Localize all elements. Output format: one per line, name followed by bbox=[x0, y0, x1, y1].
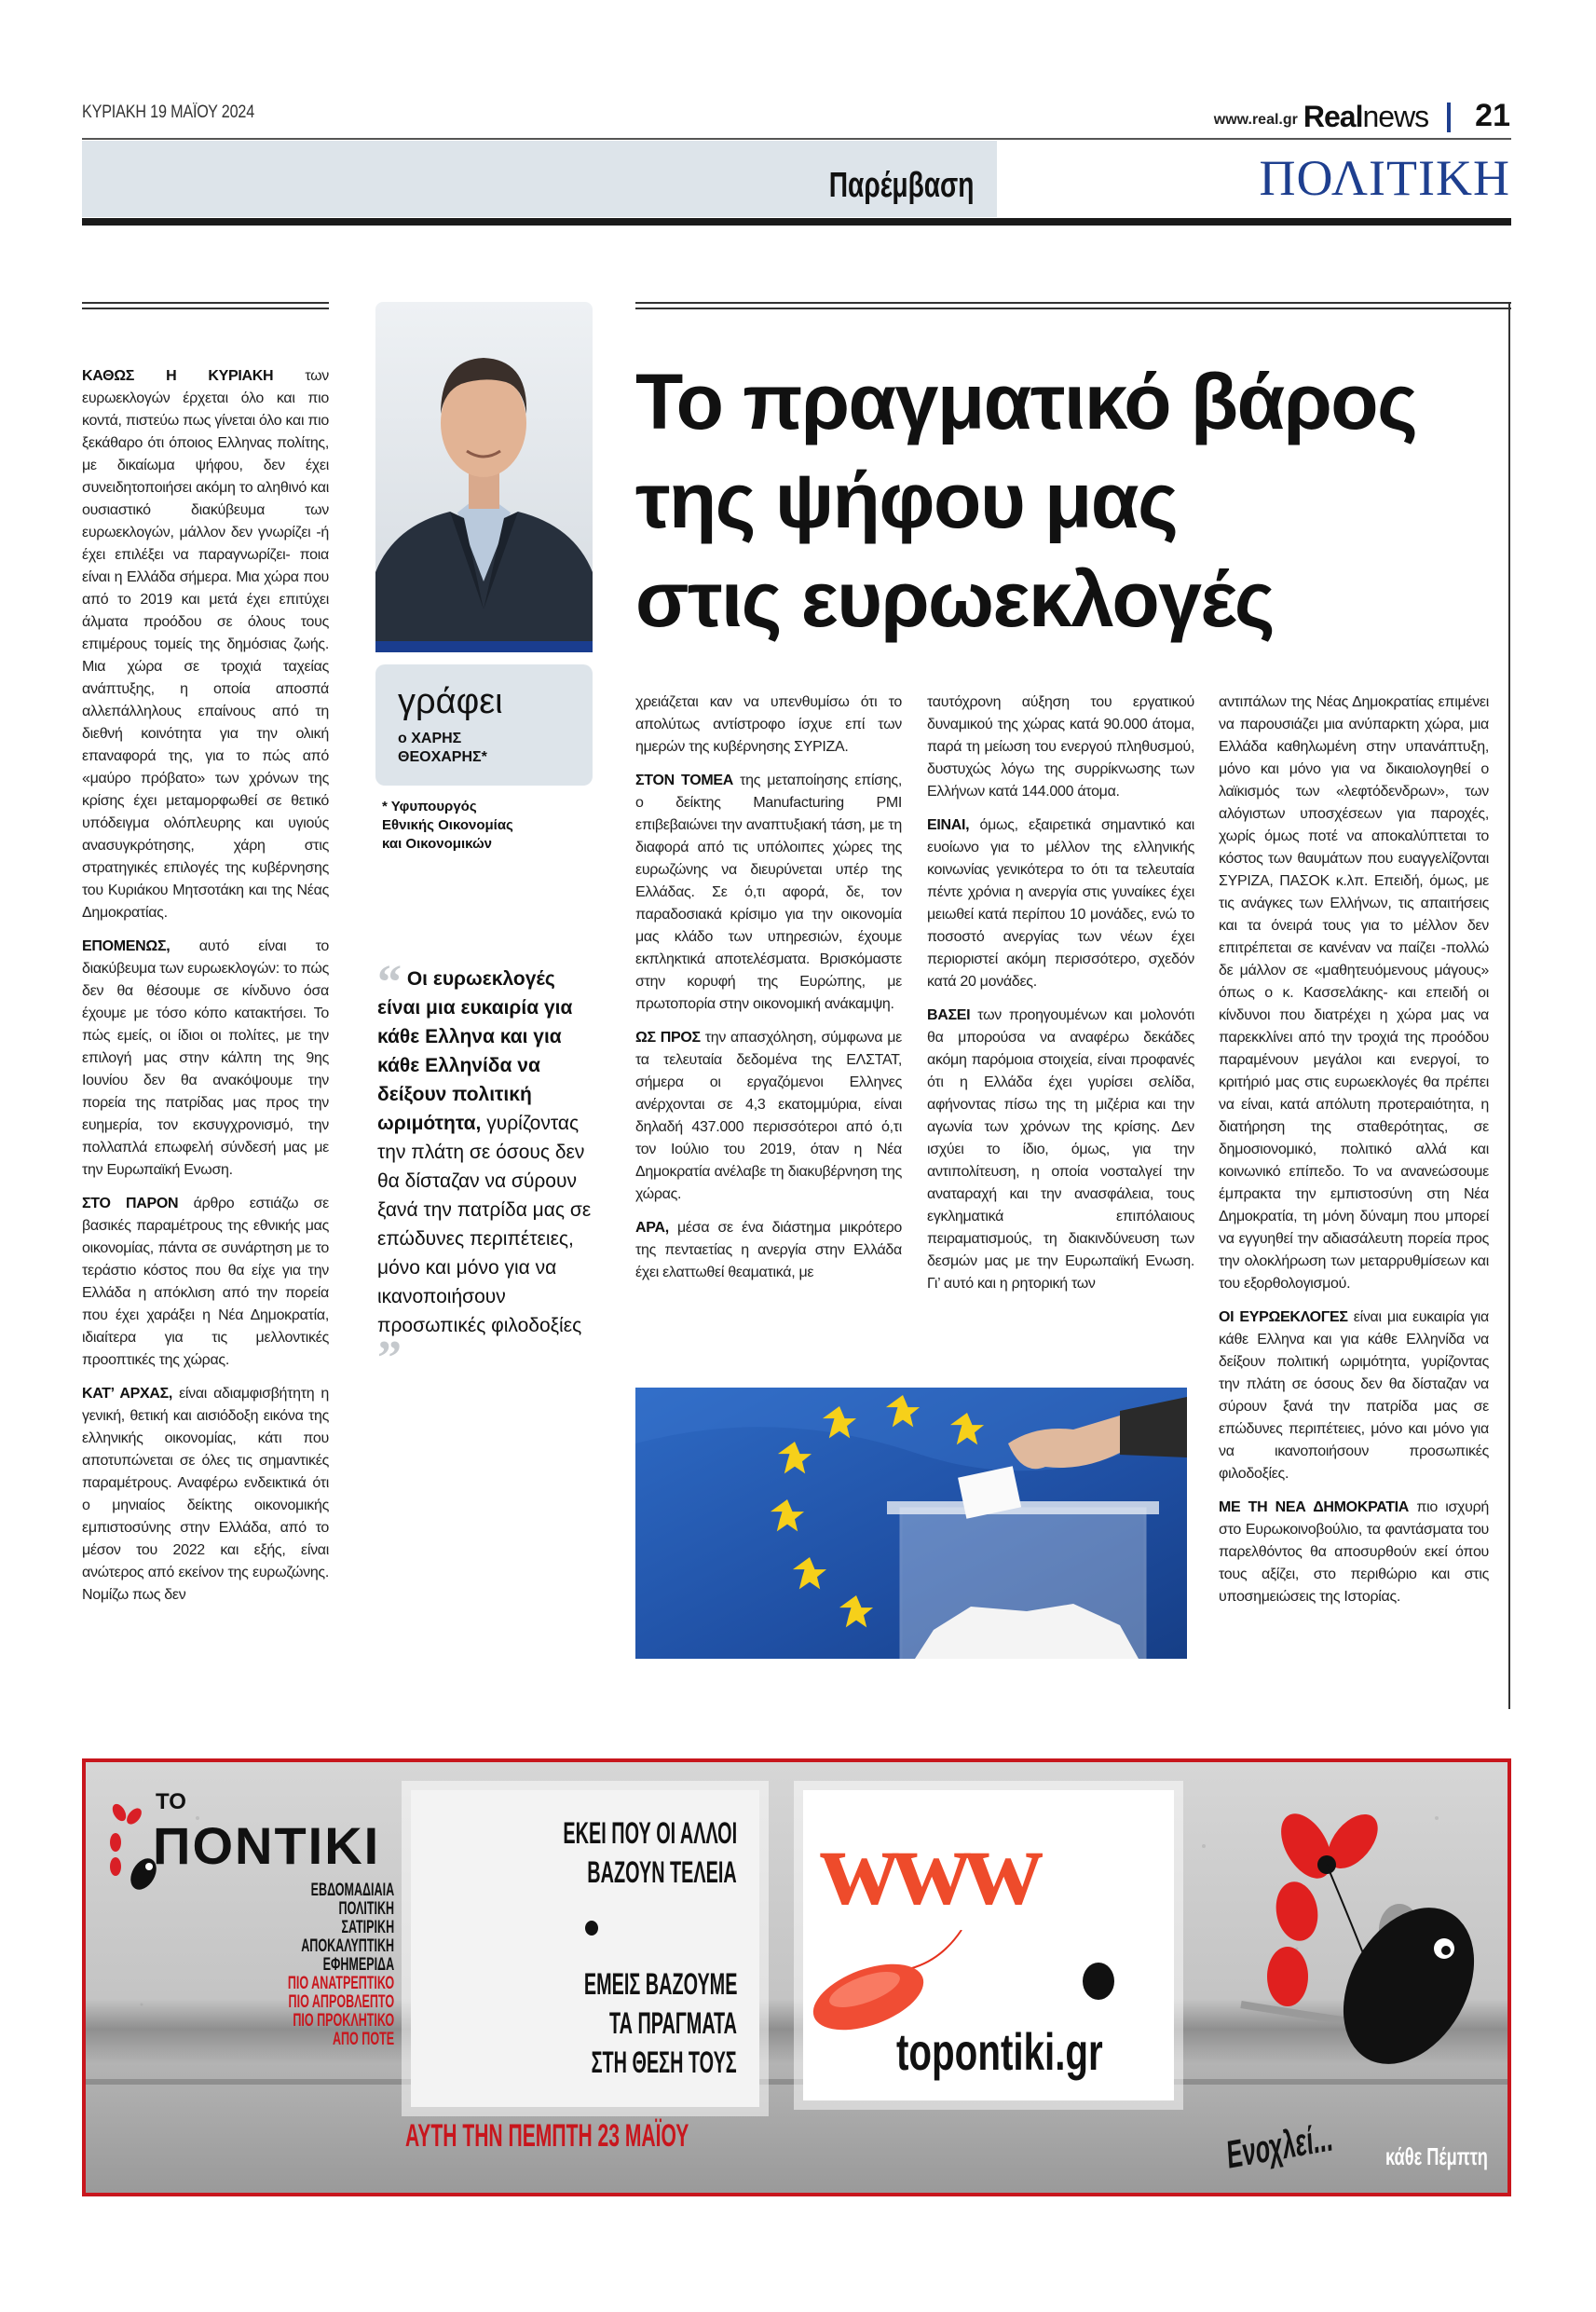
paragraph-body: είναι μια ευκαιρία για κάθε Ελληνα και για κάθε Ελληνίδα να δείξουν πολιτική ωριμότητα, γυρίζοντας την πλάτη σε όσους δεν θα δίσταζαν να σύρουν ξανά την πατρίδα μας σε επώδυνες περιπέτειες, μόνο και μόνο για να ικανοποιήσουν προσωπικές φιλοδοξίες. bbox=[1219, 1309, 1489, 1482]
section-label-text: Παρέμβαση bbox=[828, 166, 974, 205]
header-rule bbox=[82, 138, 1511, 140]
paragraph-lead: ΚΑΘΩΣ Η ΚΥΡΙΑΚΗ bbox=[82, 368, 274, 384]
ad-descriptors bbox=[233, 1881, 394, 2049]
paragraph bbox=[635, 1217, 902, 1284]
author-name-line: ο ΧΑΡΗΣ bbox=[398, 731, 462, 746]
ad-slogan-line: ΣΤΗ ΘΕΣΗ ΤΟΥΣ bbox=[591, 2045, 737, 2079]
paragraph-body: της μεταποίησης επίσης, ο δείκτης Manufacturing PMI επιβεβαιώνει την αναπτυξιακή τάση, με τη διαφορά από τις υπόλοιπες χώρες της ευρωζώνης να διευρύνεται υπέρ της Ελλάδας. Σε ό,τι αφορά, δε, τον παραδοσιακά κρίσιμο για την οικονομία μας κλάδο των υπηρεσιών, έχουμε εκπληκτικά αποτελέσματα. Βρισκόμαστε στην κορυφή της Ευρώπης, με πρωτοπορία στην οικονομική ανάκαμψη. bbox=[635, 773, 902, 1012]
computer-mouse-icon bbox=[812, 1930, 1055, 2032]
ad-tagline: ΠΙΟ ΑΝΑΤΡΕΠΤΙΚΟ bbox=[287, 1974, 394, 1993]
issue-date bbox=[82, 103, 285, 123]
author-footnote bbox=[382, 798, 513, 854]
paragraph-body: αυτό είναι το διακύβευμα των ευρωεκλογών: το πώς δεν θα θέσουμε σε κίνδυνο όσα έχουμε με τόσο κόπο κατακτήσει. Το πώς εμείς, οι ίδιοι οι πολίτες, με την επιλογή μας στην κάλπη της 9ης Ιουνίου δεν θα ανακόψουμε την πορεία της πατρίδας μας προς την ευημερία, τον εκσυγχρονισμό, την πολλαπλά επωφελή σύνδεσή μας με την Ευρωπαϊκή Ενωση. bbox=[82, 938, 329, 1178]
left-column-rule bbox=[82, 302, 329, 309]
paragraph bbox=[927, 691, 1194, 803]
ad-website-panel[interactable] bbox=[803, 1790, 1174, 2100]
paragraph-lead: ΩΣ ΠΡΟΣ bbox=[635, 1030, 701, 1046]
header-thick-rule bbox=[82, 218, 1511, 226]
ad-descriptor: ΕΦΗΜΕΡΙΔΑ bbox=[322, 1955, 394, 1975]
paragraph-lead: ΣΤΟΝ ΤΟΜΕΑ bbox=[635, 773, 733, 788]
issue-date-text: ΚΥΡΙΑΚΗ 19 ΜΑΪΟΥ 2024 bbox=[82, 103, 255, 122]
paragraph bbox=[927, 814, 1194, 993]
article-column-1 bbox=[635, 691, 902, 1295]
footnote-line: Εθνικής Οικονομίας bbox=[382, 817, 513, 833]
ad-slogan-line: ΕΚΕΙ ΠΟΥ ΟΙ ΑΛΛΟΙ bbox=[563, 1816, 737, 1850]
paragraph-body: μέσα σε ένα διάστημα μικρότερο της πενταετίας η ανεργία στην Ελλάδα έχει ελαττωθεί θεαματικά, με bbox=[635, 1220, 902, 1280]
paragraph-lead: ΚΑΤ’ ΑΡΧΑΣ, bbox=[82, 1386, 173, 1402]
ad-logo: ΠΟΝΤΙΚΙ bbox=[153, 1816, 381, 1875]
ad-slogan-bothers: Ενοχλεί... bbox=[1225, 2114, 1334, 2177]
pull-quote-bold: Οι ευρωεκλογές είναι μια ευκαιρία για κάθε Ελληνα και για κάθε Ελληνίδα να δείξουν πολιτική ωριμότητα, bbox=[377, 968, 573, 1134]
paragraph-lead: ΟΙ ΕΥΡΩΕΚΛΟΓΕΣ bbox=[1219, 1309, 1348, 1325]
brand-real: Real bbox=[1303, 100, 1363, 133]
ad-www-text: www bbox=[820, 1806, 1036, 1928]
paragraph bbox=[635, 691, 902, 759]
brand-masthead bbox=[1214, 97, 1510, 134]
page-number: 21 bbox=[1475, 98, 1510, 133]
close-quote-icon: ” bbox=[377, 1332, 402, 1385]
ad-slogan-panel bbox=[411, 1790, 759, 2107]
footnote-line: * Υφυπουργός bbox=[382, 799, 477, 814]
pull-quote bbox=[377, 956, 597, 1385]
article-left-column bbox=[82, 365, 329, 1618]
paragraph bbox=[927, 1005, 1194, 1295]
paragraph bbox=[82, 936, 329, 1182]
paragraph bbox=[635, 770, 902, 1016]
paragraph-lead: ΜΕ ΤΗ ΝΕΑ ΔΗΜΟΚΡΑΤΙΑ bbox=[1219, 1499, 1410, 1515]
ad-site-link[interactable]: topontiki.gr bbox=[896, 2022, 1103, 2081]
ad-tagline: ΠΙΟ ΑΠΡΟΒΛΕΠΤΟ bbox=[288, 1992, 394, 2012]
headline-line: στις ευρωεκλογές bbox=[635, 555, 1274, 643]
pull-quote-regular: γυρίζοντας την πλάτη σε όσους δεν θα δίσταζαν να σύρουν ξανά την πατρίδα μας σε επώδυνες περιπέτειες, μόνο και μόνο για να ικανοποιήσουν προσωπικές φιλοδοξίες bbox=[377, 1113, 592, 1336]
paragraph-body: χρειάζεται καν να υπενθυμίσω ότι το απολύτως αντίστροφο ίσχυε επί των ημερών της κυβέρνησης ΣΥΡΙΖΑ. bbox=[635, 694, 902, 755]
mouse-flower-logo-icon bbox=[102, 1799, 158, 1902]
ad-slogan-line: ΕΜΕΙΣ ΒΑΖΟΥΜΕ bbox=[583, 1967, 737, 2001]
paragraph-lead: ΑΡΑ, bbox=[635, 1220, 669, 1236]
paragraph bbox=[82, 1383, 329, 1607]
paragraph-body: των ευρωεκλογών έρχεται όλο και πιο κοντά, πιστεύω πως γίνεται όλο και πιο ξεκάθαρο ότι όποιος Ελληνας πολίτης, με δικαίωμα ψήφου, δεν έχει συνειδητοποιήσει ακόμη το αληθινό και ουσιαστικό διακύβευμα των ευρωεκλογών, μάλλον δεν γνωρίζει -ή έχει επιλέξει να παραγνωρίζει- ποια είναι η Ελλάδα σήμερα. Μια χώρα που από το 2019 και μετά έχει επιτύχει άλματα προόδου σε όλους τους επιμέρους τομείς της δημόσιας ζωής. Μια χώρα σε τροχιά ταχείας ανάπτυξης, η οποία αποσπά αλλεπάλληλους επαίνους από τη διεθνή κοινότητα για την ολική επαναφορά της, για το πώς από «μαύρο πρόβατο» των χρόνων της κρίσης έχει μεταμορφωθεί σε θετικό υπόδειγμα ολόπλευρης και υγιούς ανασυγκρότησης, χάρη στις στρατηγικές επιλογές της κυβέρνησης του Κυριάκου Μητσοτάκη και της Νέας Δημοκρατίας. bbox=[82, 368, 329, 921]
brand-divider bbox=[1447, 103, 1451, 132]
paragraph bbox=[82, 1193, 329, 1372]
author-name-line: ΘΕΟΧΑΡΗΣ* bbox=[398, 749, 487, 765]
paragraph bbox=[635, 1027, 902, 1206]
headline bbox=[635, 352, 1511, 649]
brand-news: news bbox=[1362, 100, 1429, 133]
ad-logo-to: ΤΟ bbox=[156, 1789, 186, 1814]
paragraph-body: όμως, εξαιρετικά σημαντικό και ευοίωνο για το μέλλον της ελληνικής κοινωνίας γενικότερα το ότι τα τελευταία πέντε χρόνια η ανεργία στις γυναίκες έχει μειωθεί κατά περίπου 10 μονάδες, ενώ το ποσοστό ανεργίας των νέων έχει περιοριστεί ακόμη περισσότερο, σχεδόν κατά 20 μονάδες. bbox=[927, 817, 1194, 990]
ad-descriptor: ΣΑΤΙΡΙΚΗ bbox=[341, 1918, 394, 1937]
headline-line: της ψήφου μας bbox=[635, 457, 1178, 544]
paragraph-body: αντιπάλων της Νέας Δημοκρατίας επιμένει να παρουσιάζει μια ανύπαρκτη χώρα, μια Ελλάδα καθηλωμένη στην υπανάπτυξη, μόνο και μόνο για να δικαιολογηθεί ο λαϊκισμός των «λεφτόδενδρων», των αλόγιστων υποσχέσεων για παροχές, χωρίς όμως ποτέ να αποκαλύπτεται το κόστος των θαυμάτων που ευαγγελίζονται ΣΥΡΙΖΑ, ΠΑΣΟΚ κ.λπ. Επειδή, όμως, με τις ανάγκες των Ελλήνων, τις απαιτήσεις και τα όνειρά τους για το μέλλον δεν επιτρέπεται σε κανέναν να παίζει -πολλώ δε μάλλον σε «μαθητευόμενους μάγους» όπως ο κ. Κασσελάκης- και επειδή οι κίνδυνοι που διατρέχει η χώρα μας να παρεκκλίνει από την τροχιά της προόδου παραμένουν μεγάλοι και ενεργοί, το κριτήριό μας στις ευρωεκλογές θα πρέπει να είναι, κατά απόλυτη προτεραιότητα, η διατήρηση της σταθερότητας, σε δημοσιονομικό, πολιτικό αλλά και κοινωνικό επίπεδο. Το να ανανεώσουμε έμπρακτα την εμπιστοσύνη στη Νέα Δημοκρατία, τη μόνη δύναμη που μπορεί να εγγυηθεί την αδιασάλευτη πορεία προς την ολοκλήρωση των μεταρρυθμίσεων και του εξορθολογισμού. bbox=[1219, 694, 1489, 1292]
ad-dot-icon bbox=[585, 1921, 598, 1936]
paragraph-body: των προηγουμένων και μολονότι θα μπορούσα να αναφέρω δεκάδες ακόμη παρόμοια στοιχεία, είναι προφανές ότι η Ελλάδα έχει γυρίσει σελίδα, αφήνοντας πίσω της τη μιζέρια και την αγωνία των χρόνων της κρίσης. Δεν ισχύει το ίδιο, όμως, για την αντιπολίτευση, η οποία νοσταλγεί την αναταραχή και την ανασφάλεια, τους εγκληματικά επιπόλαιους πειραματισμούς, τη διακινδύνευση των δεσμών μας με την Ευρωπαϊκή Ενωση. Γι’ αυτό και η ρητορική των bbox=[927, 1007, 1194, 1292]
ad-slogan-line: ΒΑΖΟΥΝ ΤΕΛΕΙΑ bbox=[587, 1855, 737, 1889]
author-name bbox=[398, 730, 487, 767]
section-label bbox=[778, 166, 974, 206]
ad-tagline: ΠΙΟ ΠΡΟΚΛΗΤΙΚΟ bbox=[293, 2011, 394, 2031]
eu-ballot-box-photo bbox=[635, 1388, 1187, 1659]
paragraph bbox=[82, 365, 329, 924]
ad-dot-icon bbox=[1083, 1963, 1114, 2000]
paragraph bbox=[1219, 1497, 1489, 1608]
author-box bbox=[375, 664, 593, 786]
section-name: ΠΟΛΙΤΙΚΗ bbox=[1259, 150, 1510, 206]
paragraph-body: είναι αδιαμφισβήτητη η γενική, θετική και αισιόδοξη εικόνα της ελληνικής οικονομίας, κάτι που αποτυπώνεται σε όλες τις σημαντικές παραμέτρους. Αναφέρω ενδεικτικά ότι ο μηνιαίος δείκτης οικονομικής εμπιστοσύνης στην Ελλάδα, από το μέσον του 2022 και εξής, είναι ανώτερος από εκείνον της ευρωζώνης. Νομίζω πως δεν bbox=[82, 1386, 329, 1603]
open-quote-icon: “ bbox=[377, 956, 402, 1009]
headline-line: Το πραγματικό βάρος bbox=[635, 358, 1417, 445]
site-url[interactable]: www.real.gr bbox=[1213, 112, 1298, 128]
article-column-2 bbox=[927, 691, 1194, 1306]
paragraph-lead: ΣΤΟ ΠΑΡΟΝ bbox=[82, 1196, 179, 1211]
paragraph-lead: ΕΠΟΜΕΝΩΣ, bbox=[82, 938, 171, 954]
mouse-mascot-icon bbox=[1204, 1799, 1483, 2070]
footnote-line: και Οικονομικών bbox=[382, 836, 493, 852]
ad-tagline: ΑΠΟ ΠΟΤΕ bbox=[332, 2030, 394, 2049]
ad-descriptor: ΠΟΛΙΤΙΚΗ bbox=[338, 1899, 394, 1919]
paragraph-body: την απασχόληση, σύμφωνα με τα τελευταία δεδομένα της ΕΛΣΤΑΤ, σήμερα οι εργαζόμενοι Ελληνες ανέρχονται σε 4,3 εκατομμύρια, είναι δηλαδή 437.000 περισσότεροι από ό,τι τον Ιούλιο του 2019, όταν η Νέα Δημοκρατία ανέλαβε τη διακυβέρνηση της χώρας. bbox=[635, 1030, 902, 1202]
paragraph-lead: ΕΙΝΑΙ, bbox=[927, 817, 970, 833]
photo-accent-bar bbox=[375, 641, 593, 652]
headline-rule bbox=[635, 302, 1511, 309]
paragraph-body: άρθρο εστιάζω σε βασικές παραμέτρους της εθνικής μας οικονομίας, πάντα σε συνάρτηση με το τεράστιο κόστος που θα είχε για την Ελλάδα η απόκλιση από την πορεία που έχει χαράξει η Νέα Δημοκρατία, ιδιαίτερα για τις μελλοντικές προοπτικές της χώρας. bbox=[82, 1196, 329, 1368]
paragraph bbox=[1219, 1306, 1489, 1485]
ad-descriptor: ΕΒΔΟΜΑΔΙΑΙΑ bbox=[310, 1881, 394, 1900]
ad-slogan-thursday: κάθε Πέμπτη bbox=[1385, 2142, 1488, 2170]
article-column-3 bbox=[1219, 691, 1489, 1620]
ad-date-line: ΑΥΤΗ ΤΗΝ ΠΕΜΠΤΗ 23 ΜΑΪΟΥ bbox=[405, 2118, 689, 2154]
ad-descriptor: ΑΠΟΚΑΛΥΠΤΙΚΗ bbox=[301, 1936, 394, 1956]
paragraph-body: πιο ισχυρή στο Ευρωκοινοβούλιο, τα φαντάσματα του παρελθόντος θα αποσυρθούν εκεί όπου τους αξίζει, στο περιθώριο και στις υποσημειώσεις της Ιστορίας. bbox=[1219, 1499, 1489, 1605]
author-photo bbox=[375, 302, 593, 641]
writes-label: γράφει bbox=[398, 682, 503, 721]
pontiki-advertisement[interactable] bbox=[82, 1758, 1511, 2196]
paragraph-lead: ΒΑΣΕΙ bbox=[927, 1007, 971, 1023]
ad-slogan-line: ΤΑ ΠΡΑΓΜΑΤΑ bbox=[608, 2006, 737, 2040]
paragraph bbox=[1219, 691, 1489, 1295]
paragraph-body: ταυτόχρονη αύξηση του εργατικού δυναμικού της χώρας κατά 90.000 άτομα, παρά τη μείωση του ενεργού πληθυσμού, δυστυχώς λόγω της συρρίκνωσης των Ελλήνων κατά 144.000 άτομα. bbox=[927, 694, 1194, 800]
